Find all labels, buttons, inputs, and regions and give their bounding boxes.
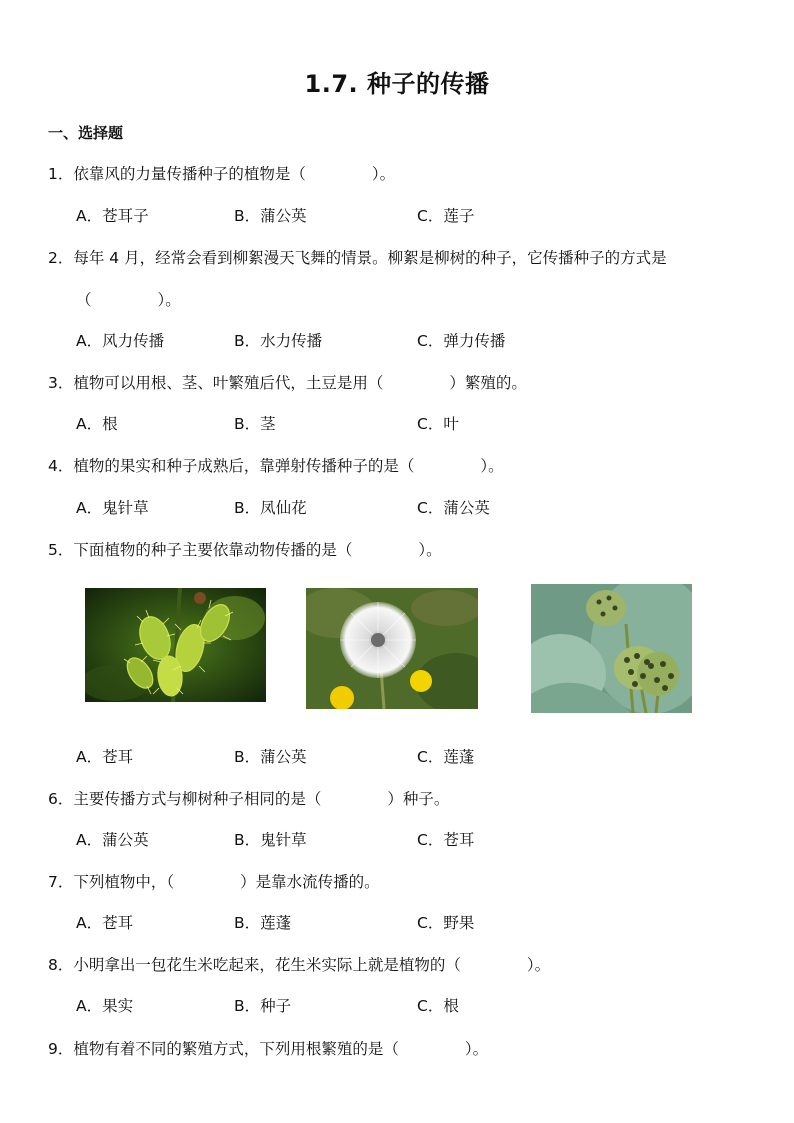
question-text: 小明拿出一包花生米吃起来，花生米实际上就是植物的（ xyxy=(73,956,461,974)
question-text: （ xyxy=(76,291,92,309)
question-text: 植物的果实和种子成熟后，靠弹射传播种子的是（ xyxy=(73,457,415,475)
question-text-end: ）是靠水流传播的。 xyxy=(240,873,380,891)
question-number: 4． xyxy=(48,457,74,475)
question-text-end: ）繁殖的。 xyxy=(449,374,527,392)
option-c[interactable]: C．弹力传播 xyxy=(417,332,506,350)
question-4 xyxy=(48,456,504,476)
option-b[interactable]: B．蒲公英 xyxy=(234,207,307,225)
option-a[interactable]: A．果实 xyxy=(76,997,134,1015)
question-text-end: ）。 xyxy=(526,956,551,974)
question-number: 9． xyxy=(48,1040,74,1058)
question-text: 每年 4 月，经常会看到柳絮漫天飞舞的情景。柳絮是柳树的种子，它传播种子的方式是 xyxy=(73,249,667,267)
question-number: 3． xyxy=(48,374,74,392)
option-a[interactable]: A．风力传播 xyxy=(76,332,165,350)
option-b[interactable]: B．蒲公英 xyxy=(234,748,307,766)
question-number: 7． xyxy=(48,873,74,891)
question-number: 8． xyxy=(48,956,74,974)
question-text-end: ）。 xyxy=(157,291,181,309)
question-8 xyxy=(48,955,550,975)
question-6 xyxy=(48,789,449,809)
question-text: 依靠风的力量传播种子的植物是（ xyxy=(73,165,306,183)
question-text-end: ）。 xyxy=(418,541,442,559)
question-text: 植物可以用根、茎、叶繁殖后代，土豆是用（ xyxy=(73,374,384,392)
question-text-end: ）。 xyxy=(480,457,504,475)
option-a[interactable]: A．蒲公英 xyxy=(76,831,149,849)
option-b[interactable]: B．鬼针草 xyxy=(234,831,307,849)
question-number: 5． xyxy=(48,541,74,559)
question-2-continuation xyxy=(76,290,181,310)
question-text-end: ）种子。 xyxy=(387,790,450,808)
option-b[interactable]: B．水力传播 xyxy=(234,332,323,350)
question-2 xyxy=(48,248,667,268)
cocklebur-photo xyxy=(85,588,266,702)
question-text: 下面植物的种子主要依靠动物传播的是（ xyxy=(73,541,353,559)
option-b[interactable]: B．凤仙花 xyxy=(234,499,307,517)
question-3 xyxy=(48,373,527,393)
option-a[interactable]: A．根 xyxy=(76,415,118,433)
question-number: 2． xyxy=(48,249,74,267)
question-text: 主要传播方式与柳树种子相同的是（ xyxy=(73,790,322,808)
section-heading: 一、选择题 xyxy=(48,124,124,142)
question-text-end: ）。 xyxy=(371,165,396,183)
option-a[interactable]: A．苍耳子 xyxy=(76,207,149,225)
question-text-end: ）。 xyxy=(464,1040,489,1058)
lotus-pod-photo xyxy=(531,584,692,713)
question-text: 植物有着不同的繁殖方式，下列用根繁殖的是（ xyxy=(73,1040,399,1058)
question-7 xyxy=(48,872,380,892)
question-9 xyxy=(48,1039,488,1059)
option-c[interactable]: C．根 xyxy=(417,997,459,1015)
page-title: 1.7. 种子的传播 xyxy=(304,70,490,98)
option-c[interactable]: C．野果 xyxy=(417,914,475,932)
option-a[interactable]: A．苍耳 xyxy=(76,748,134,766)
option-a[interactable]: A．苍耳 xyxy=(76,914,134,932)
question-5 xyxy=(48,540,442,560)
option-b[interactable]: B．莲蓬 xyxy=(234,914,292,932)
option-c[interactable]: C．莲子 xyxy=(417,207,475,225)
option-b[interactable]: B．茎 xyxy=(234,415,276,433)
dandelion-photo xyxy=(306,588,478,709)
option-a[interactable]: A．鬼针草 xyxy=(76,499,149,517)
question-text: 下列植物中，（ xyxy=(73,873,175,891)
option-c[interactable]: C．苍耳 xyxy=(417,831,475,849)
option-c[interactable]: C．莲蓬 xyxy=(417,748,475,766)
question-1 xyxy=(48,164,395,184)
option-c[interactable]: C．叶 xyxy=(417,415,459,433)
question-number: 1． xyxy=(48,165,74,183)
question-number: 6． xyxy=(48,790,74,808)
option-b[interactable]: B．种子 xyxy=(234,997,292,1015)
option-c[interactable]: C．蒲公英 xyxy=(417,499,490,517)
